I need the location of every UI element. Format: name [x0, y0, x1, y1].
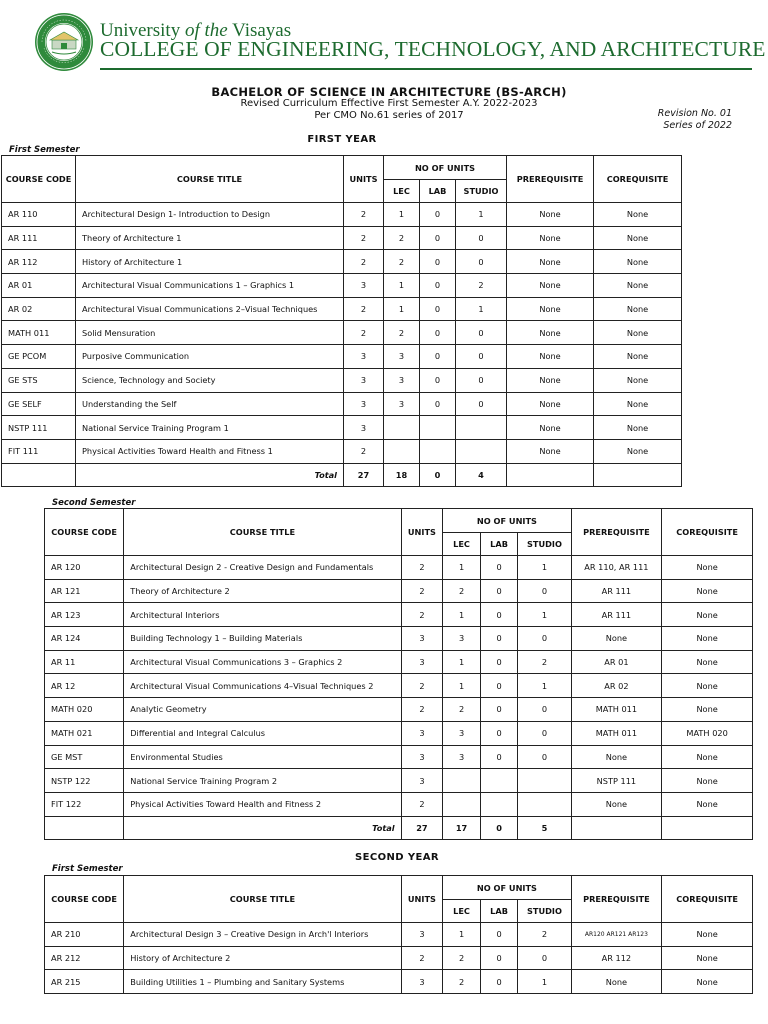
semester-label: Second Semester — [52, 498, 136, 508]
studio-cell: 0 — [456, 226, 507, 250]
prerequisite-header: PREREQUISITE — [571, 876, 662, 923]
table-row — [45, 946, 753, 970]
lab-cell: 0 — [420, 392, 456, 416]
studio-cell: 1 — [456, 203, 507, 227]
table-row — [45, 923, 753, 947]
units-cell: 3 — [401, 627, 443, 651]
corequisite-cell: None — [594, 203, 682, 227]
course-title-cell: Analytic Geometry — [124, 698, 401, 722]
studio-cell — [518, 769, 571, 793]
lab-cell — [480, 792, 518, 816]
course-title-cell: Architectural Design 1- Introduction to Design — [76, 203, 344, 227]
corequisite-cell: None — [662, 970, 753, 994]
corequisite-cell: None — [594, 226, 682, 250]
units-cell: 2 — [344, 250, 384, 274]
lab-cell: 0 — [480, 627, 518, 651]
lab-cell: 0 — [480, 721, 518, 745]
course-title-cell: Environmental Studies — [124, 745, 401, 769]
revision-number: Revision No. 01 — [657, 108, 732, 119]
course-code-cell: AR 11 — [45, 650, 124, 674]
lec-cell: 1 — [443, 650, 481, 674]
course-title-cell: Architectural Visual Communications 4–Visual Techniques 2 — [124, 674, 401, 698]
course-title-cell: Building Technology 1 – Building Materials — [124, 627, 401, 651]
table-row — [2, 392, 682, 416]
total-row — [2, 463, 682, 487]
lab-cell: 0 — [480, 745, 518, 769]
course-code-cell: AR 01 — [2, 274, 76, 298]
lab-cell: 0 — [480, 698, 518, 722]
total-lec-cell: 17 — [443, 816, 481, 840]
lec-cell: 3 — [384, 345, 420, 369]
lab-cell: 0 — [480, 603, 518, 627]
lab-cell: 0 — [480, 556, 518, 580]
corequisite-cell: None — [594, 416, 682, 440]
lec-cell — [443, 792, 481, 816]
units-cell: 3 — [401, 650, 443, 674]
year-heading: SECOND YEAR — [355, 852, 439, 863]
corequisite-cell: MATH 020 — [662, 721, 753, 745]
lec-cell: 3 — [384, 392, 420, 416]
studio-cell: 0 — [456, 392, 507, 416]
curriculum-table — [44, 875, 753, 994]
lec-cell: 1 — [443, 923, 481, 947]
lec-cell: 3 — [443, 745, 481, 769]
course-title-cell: Understanding the Self — [76, 392, 344, 416]
studio-cell: 0 — [518, 579, 571, 603]
total-row — [45, 816, 753, 840]
lab-cell: 0 — [480, 970, 518, 994]
course-code-cell: FIT 111 — [2, 439, 76, 463]
course-code-cell: GE STS — [2, 368, 76, 392]
units-cell: 3 — [401, 769, 443, 793]
lab-header: LAB — [480, 900, 518, 923]
course-code-cell: FIT 122 — [45, 792, 124, 816]
prerequisite-cell: None — [507, 274, 594, 298]
lec-header: LEC — [384, 180, 420, 203]
no-of-units-header: NO OF UNITS — [443, 876, 571, 900]
studio-cell: 1 — [456, 297, 507, 321]
course-code-header: COURSE CODE — [45, 876, 124, 923]
studio-cell — [456, 439, 507, 463]
units-cell: 2 — [401, 946, 443, 970]
course-code-header: COURSE CODE — [45, 509, 124, 556]
course-title-cell: Architectural Design 2 - Creative Design and Fundamentals — [124, 556, 401, 580]
units-header: UNITS — [401, 509, 443, 556]
lec-cell: 2 — [443, 970, 481, 994]
corequisite-cell: None — [662, 745, 753, 769]
course-code-cell: AR 111 — [2, 226, 76, 250]
table-row — [45, 579, 753, 603]
lec-cell: 1 — [384, 297, 420, 321]
total-label: Total — [76, 463, 344, 487]
studio-cell: 1 — [518, 556, 571, 580]
course-code-cell: NSTP 111 — [2, 416, 76, 440]
table-row — [2, 226, 682, 250]
corequisite-cell: None — [594, 368, 682, 392]
units-cell: 2 — [344, 297, 384, 321]
course-title-cell: History of Architecture 1 — [76, 250, 344, 274]
corequisite-cell: None — [662, 650, 753, 674]
prerequisite-cell: MATH 011 — [571, 721, 662, 745]
lec-cell: 1 — [443, 556, 481, 580]
course-title-cell: Physical Activities Toward Health and Fitness 2 — [124, 792, 401, 816]
lab-cell: 0 — [420, 203, 456, 227]
course-title-cell: Theory of Architecture 2 — [124, 579, 401, 603]
studio-header: STUDIO — [518, 533, 571, 556]
studio-cell: 0 — [456, 250, 507, 274]
course-title-cell: Architectural Visual Communications 2–Visual Techniques — [76, 297, 344, 321]
course-code-cell: AR 124 — [45, 627, 124, 651]
course-title-cell: National Service Training Program 1 — [76, 416, 344, 440]
year-heading: FIRST YEAR — [307, 134, 377, 145]
course-code-cell: AR 210 — [45, 923, 124, 947]
corequisite-cell: None — [594, 439, 682, 463]
corequisite-header: COREQUISITE — [662, 876, 753, 923]
lab-cell: 0 — [480, 579, 518, 603]
lab-cell — [480, 769, 518, 793]
course-code-cell: NSTP 122 — [45, 769, 124, 793]
prerequisite-cell: None — [571, 970, 662, 994]
empty-cell — [2, 463, 76, 487]
course-code-cell: AR 120 — [45, 556, 124, 580]
lec-cell: 2 — [443, 579, 481, 603]
table-row — [45, 769, 753, 793]
lab-cell: 0 — [420, 345, 456, 369]
lab-header: LAB — [420, 180, 456, 203]
prerequisite-cell: AR 112 — [571, 946, 662, 970]
corequisite-cell: None — [594, 345, 682, 369]
lab-cell: 0 — [480, 650, 518, 674]
lab-cell: 0 — [480, 946, 518, 970]
corequisite-cell: None — [662, 556, 753, 580]
lec-cell: 2 — [443, 698, 481, 722]
course-code-cell: MATH 011 — [2, 321, 76, 345]
units-cell: 2 — [401, 556, 443, 580]
prerequisite-cell: None — [507, 250, 594, 274]
total-lec-cell: 18 — [384, 463, 420, 487]
lec-cell: 1 — [384, 274, 420, 298]
course-title-cell: Solid Mensuration — [76, 321, 344, 345]
units-cell: 2 — [344, 226, 384, 250]
course-code-cell: AR 212 — [45, 946, 124, 970]
studio-cell: 0 — [518, 745, 571, 769]
course-title-cell: Architectural Interiors — [124, 603, 401, 627]
prerequisite-cell: MATH 011 — [571, 698, 662, 722]
course-code-cell: AR 02 — [2, 297, 76, 321]
course-title-cell: Theory of Architecture 1 — [76, 226, 344, 250]
units-header: UNITS — [401, 876, 443, 923]
units-cell: 2 — [401, 603, 443, 627]
corequisite-cell: None — [594, 392, 682, 416]
prerequisite-cell: None — [507, 345, 594, 369]
no-of-units-header: NO OF UNITS — [384, 156, 507, 180]
course-title-cell: Architectural Visual Communications 3 – Graphics 2 — [124, 650, 401, 674]
lec-cell: 1 — [384, 203, 420, 227]
studio-cell: 2 — [456, 274, 507, 298]
units-cell: 2 — [401, 674, 443, 698]
prerequisite-cell: None — [507, 297, 594, 321]
lab-cell: 0 — [420, 250, 456, 274]
units-cell: 3 — [401, 970, 443, 994]
corequisite-cell: None — [594, 274, 682, 298]
total-units-cell: 27 — [401, 816, 443, 840]
course-code-cell: AR 215 — [45, 970, 124, 994]
prerequisite-cell: AR 111 — [571, 579, 662, 603]
lec-cell: 2 — [384, 250, 420, 274]
table-row — [45, 603, 753, 627]
studio-cell: 0 — [518, 946, 571, 970]
semester-label: First Semester — [9, 145, 80, 155]
prerequisite-cell: None — [507, 226, 594, 250]
units-cell: 3 — [344, 274, 384, 298]
units-cell: 3 — [401, 721, 443, 745]
course-title-cell: Building Utilities 1 – Plumbing and Sanitary Systems — [124, 970, 401, 994]
course-title-cell: Architectural Visual Communications 1 – Graphics 1 — [76, 274, 344, 298]
units-cell: 3 — [344, 416, 384, 440]
empty-cell — [594, 463, 682, 487]
units-cell: 3 — [401, 923, 443, 947]
course-title-header: COURSE TITLE — [124, 509, 401, 556]
curriculum-table — [1, 155, 682, 487]
corequisite-cell: None — [662, 698, 753, 722]
lab-cell: 0 — [420, 274, 456, 298]
course-code-cell: MATH 021 — [45, 721, 124, 745]
course-code-header: COURSE CODE — [2, 156, 76, 203]
course-code-cell: GE PCOM — [2, 345, 76, 369]
table-row — [2, 368, 682, 392]
total-lab-cell: 0 — [480, 816, 518, 840]
table-row — [45, 970, 753, 994]
prerequisite-cell: NSTP 111 — [571, 769, 662, 793]
corequisite-header: COREQUISITE — [662, 509, 753, 556]
corequisite-cell: None — [594, 250, 682, 274]
lec-cell: 2 — [384, 226, 420, 250]
total-studio-cell: 5 — [518, 816, 571, 840]
units-cell: 3 — [344, 345, 384, 369]
units-cell: 3 — [344, 392, 384, 416]
lab-cell: 0 — [420, 226, 456, 250]
units-cell: 2 — [344, 439, 384, 463]
lec-cell: 2 — [384, 321, 420, 345]
studio-cell: 2 — [518, 650, 571, 674]
lab-cell — [420, 439, 456, 463]
lec-header: LEC — [443, 533, 481, 556]
course-code-cell: MATH 020 — [45, 698, 124, 722]
lab-header: LAB — [480, 533, 518, 556]
studio-cell: 0 — [518, 698, 571, 722]
course-title-cell: Purposive Communication — [76, 345, 344, 369]
lec-header: LEC — [443, 900, 481, 923]
studio-cell: 0 — [456, 368, 507, 392]
lec-cell: 1 — [443, 603, 481, 627]
corequisite-header: COREQUISITE — [594, 156, 682, 203]
corequisite-cell: None — [662, 792, 753, 816]
studio-cell: 1 — [518, 603, 571, 627]
studio-cell: 1 — [518, 970, 571, 994]
letterhead — [0, 0, 768, 80]
table-row — [45, 745, 753, 769]
course-title-cell: History of Architecture 2 — [124, 946, 401, 970]
revision-series: Series of 2022 — [663, 120, 732, 131]
corequisite-cell: None — [662, 603, 753, 627]
table-row — [2, 274, 682, 298]
course-title-cell: Differential and Integral Calculus — [124, 721, 401, 745]
lab-cell: 0 — [480, 923, 518, 947]
corequisite-cell: None — [594, 297, 682, 321]
header-rule — [100, 68, 752, 70]
table-row — [45, 556, 753, 580]
lec-cell — [384, 439, 420, 463]
prerequisite-cell: None — [571, 792, 662, 816]
college-name: COLLEGE OF ENGINEERING, TECHNOLOGY, AND ARCHITECTURE — [100, 37, 766, 61]
table-row — [2, 439, 682, 463]
total-label: Total — [124, 816, 401, 840]
prerequisite-cell: None — [507, 368, 594, 392]
units-cell: 2 — [401, 792, 443, 816]
lec-cell: 2 — [443, 946, 481, 970]
course-title-cell: National Service Training Program 2 — [124, 769, 401, 793]
table-row — [2, 203, 682, 227]
lec-cell: 3 — [443, 627, 481, 651]
prerequisite-cell: None — [507, 392, 594, 416]
prerequisite-header: PREREQUISITE — [507, 156, 594, 203]
table-row — [2, 250, 682, 274]
studio-cell: 1 — [518, 674, 571, 698]
prerequisite-cell: AR 01 — [571, 650, 662, 674]
course-title-header: COURSE TITLE — [124, 876, 401, 923]
corequisite-cell: None — [662, 923, 753, 947]
empty-cell — [45, 816, 124, 840]
table-row — [2, 345, 682, 369]
course-code-cell: AR 12 — [45, 674, 124, 698]
course-title-header: COURSE TITLE — [76, 156, 344, 203]
course-title-cell: Architectural Design 3 – Creative Design in Arch'l Interiors — [124, 923, 401, 947]
studio-cell: 0 — [456, 345, 507, 369]
studio-header: STUDIO — [518, 900, 571, 923]
cmo-reference: Per CMO No.61 series of 2017 — [314, 110, 464, 121]
units-cell: 2 — [401, 698, 443, 722]
lab-cell: 0 — [420, 368, 456, 392]
course-code-cell: AR 110 — [2, 203, 76, 227]
table-row — [45, 721, 753, 745]
prerequisite-cell: AR120 AR121 AR123 — [571, 923, 662, 947]
curriculum-effectivity: Revised Curriculum Effective First Semester A.Y. 2022-2023 — [240, 98, 538, 109]
revision-info — [658, 108, 732, 132]
university-name: University of the Visayas — [100, 20, 292, 41]
course-code-cell: GE MST — [45, 745, 124, 769]
empty-cell — [571, 816, 662, 840]
course-title-cell: Physical Activities Toward Health and Fitness 1 — [76, 439, 344, 463]
lec-cell — [443, 769, 481, 793]
semester-label: First Semester — [52, 864, 123, 874]
table-row — [2, 416, 682, 440]
empty-cell — [662, 816, 753, 840]
corequisite-cell: None — [662, 769, 753, 793]
curriculum-table — [44, 508, 753, 840]
prerequisite-cell: None — [507, 439, 594, 463]
studio-cell — [456, 416, 507, 440]
university-seal-icon — [34, 12, 94, 72]
units-header: UNITS — [344, 156, 384, 203]
table-row — [45, 792, 753, 816]
prerequisite-cell: None — [507, 321, 594, 345]
lec-cell: 3 — [384, 368, 420, 392]
course-code-cell: GE SELF — [2, 392, 76, 416]
total-units-cell: 27 — [344, 463, 384, 487]
units-cell: 2 — [344, 203, 384, 227]
empty-cell — [507, 463, 594, 487]
table-row — [2, 321, 682, 345]
studio-cell: 0 — [518, 627, 571, 651]
corequisite-cell: None — [662, 674, 753, 698]
total-lab-cell: 0 — [420, 463, 456, 487]
prerequisite-cell: AR 110, AR 111 — [571, 556, 662, 580]
prerequisite-cell: None — [507, 203, 594, 227]
program-title: BACHELOR OF SCIENCE IN ARCHITECTURE (BS-ARCH) — [211, 85, 567, 99]
corequisite-cell: None — [594, 321, 682, 345]
total-studio-cell: 4 — [456, 463, 507, 487]
corequisite-cell: None — [662, 627, 753, 651]
lab-cell: 0 — [420, 297, 456, 321]
corequisite-cell: None — [662, 946, 753, 970]
units-cell: 3 — [401, 745, 443, 769]
lec-cell: 1 — [443, 674, 481, 698]
studio-header: STUDIO — [456, 180, 507, 203]
prerequisite-cell: AR 02 — [571, 674, 662, 698]
table-row — [45, 674, 753, 698]
studio-cell — [518, 792, 571, 816]
units-cell: 2 — [401, 579, 443, 603]
course-title-cell: Science, Technology and Society — [76, 368, 344, 392]
prerequisite-cell: AR 111 — [571, 603, 662, 627]
units-cell: 2 — [344, 321, 384, 345]
corequisite-cell: None — [662, 579, 753, 603]
course-code-cell: AR 121 — [45, 579, 124, 603]
studio-cell: 0 — [456, 321, 507, 345]
prerequisite-cell: None — [507, 416, 594, 440]
lec-cell — [384, 416, 420, 440]
table-row — [45, 650, 753, 674]
table-row — [45, 627, 753, 651]
lab-cell: 0 — [420, 321, 456, 345]
lab-cell — [420, 416, 456, 440]
course-code-cell: AR 123 — [45, 603, 124, 627]
units-cell: 3 — [344, 368, 384, 392]
prerequisite-cell: None — [571, 627, 662, 651]
lab-cell: 0 — [480, 674, 518, 698]
table-row — [2, 297, 682, 321]
prerequisite-cell: None — [571, 745, 662, 769]
studio-cell: 0 — [518, 721, 571, 745]
table-row — [45, 698, 753, 722]
lec-cell: 3 — [443, 721, 481, 745]
prerequisite-header: PREREQUISITE — [571, 509, 662, 556]
no-of-units-header: NO OF UNITS — [443, 509, 571, 533]
studio-cell: 2 — [518, 923, 571, 947]
course-code-cell: AR 112 — [2, 250, 76, 274]
